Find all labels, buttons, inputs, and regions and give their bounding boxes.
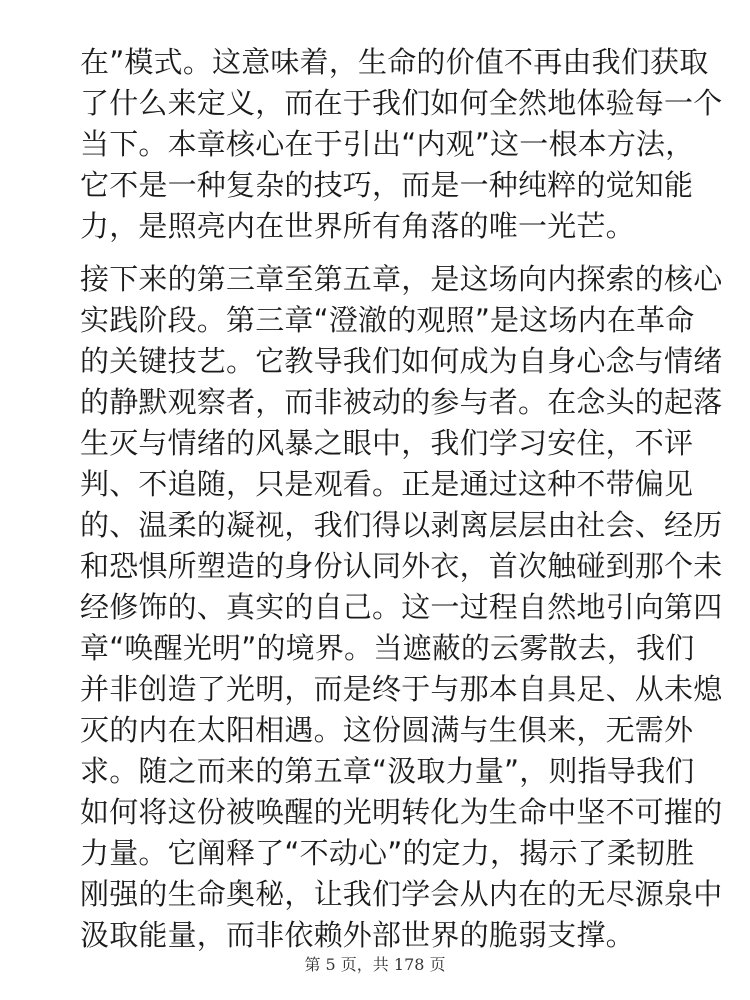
- text-line: 如何将这份被唤醒的光明转化为生命中坚不可摧的: [80, 795, 723, 829]
- text-line: 在”模式。这意味着，生命的价值不再由我们获取: [80, 45, 709, 79]
- text-line: 求。随之而来的第五章“汲取力量”，则指导我们: [80, 754, 695, 788]
- text-line: 接下来的第三章至第五章，是这场向内探索的核心: [80, 262, 723, 296]
- paragraph-1: [80, 42, 723, 247]
- text-line: 的静默观察者，而非被动的参与者。在念头的起落: [80, 385, 723, 419]
- text-line: 灭的内在太阳相遇。这份圆满与生俱来，无需外: [80, 713, 694, 747]
- paragraph-2: [80, 259, 723, 956]
- text-line: 的、温柔的凝视，我们得以剥离层层由社会、经历: [80, 508, 723, 542]
- paragraph-spacer: [80, 247, 685, 259]
- text-line: 判、不追随，只是观看。正是通过这种不带偏见: [80, 467, 694, 501]
- text-line: 汲取能量，而非依赖外部世界的脆弱支撑。: [80, 918, 635, 952]
- text-line: 经修饰的、真实的自己。这一过程自然地引向第四: [80, 590, 723, 624]
- text-line: 了什么来定义，而在于我们如何全然地体验每一个: [80, 86, 723, 120]
- text-line: 实践阶段。第三章“澄澈的观照”是这场内在革命: [80, 303, 695, 337]
- text-line: 力，是照亮内在世界所有角落的唯一光芒。: [80, 209, 635, 243]
- text-line: 和恐惧所塑造的身份认同外衣，首次触碰到那个未: [80, 549, 723, 583]
- text-line: 力量。它阐释了“不动心”的定力，揭示了柔韧胜: [80, 836, 695, 870]
- text-line: 当下。本章核心在于引出“内观”这一根本方法，: [80, 127, 695, 161]
- text-line: 章“唤醒光明”的境界。当遮蔽的云雾散去，我们: [80, 631, 695, 665]
- text-line: 并非创造了光明，而是终于与那本自具足、从未熄: [80, 672, 723, 706]
- page-number-footer: 第 5 页，共 178 页: [304, 955, 446, 974]
- text-line: 它不是一种复杂的技巧，而是一种纯粹的觉知能: [80, 168, 694, 202]
- text-line: 刚强的生命奥秘，让我们学会从内在的无尽源泉中: [80, 877, 723, 911]
- text-line: 生灭与情绪的风暴之眼中，我们学习安住，不评: [80, 426, 694, 460]
- text-line: 的关键技艺。它教导我们如何成为自身心念与情绪: [80, 344, 723, 378]
- body-text: [80, 42, 723, 956]
